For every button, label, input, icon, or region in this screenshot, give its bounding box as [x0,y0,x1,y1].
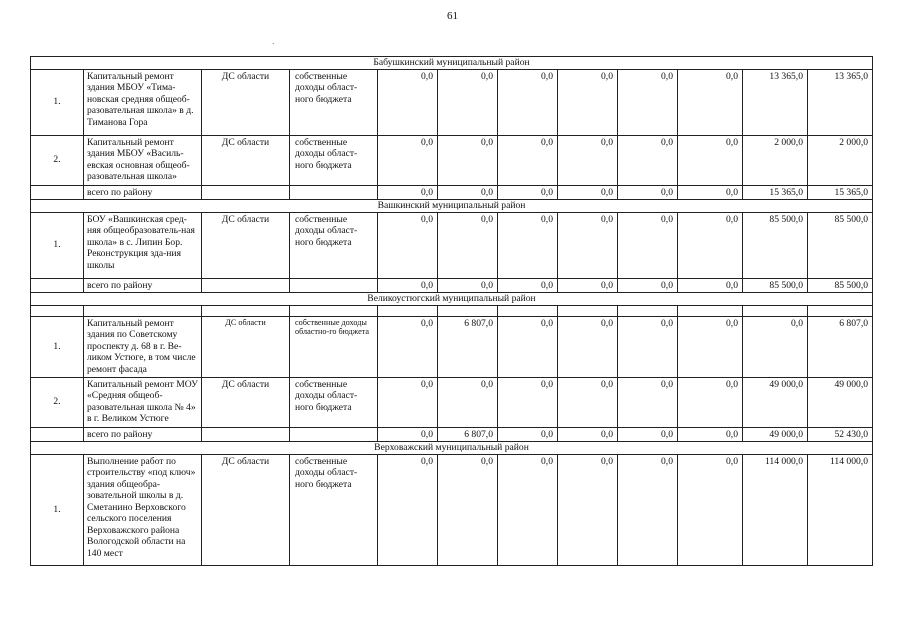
total-empty-cell [31,185,84,200]
total-row [31,185,873,200]
district-header-row [31,200,873,213]
total-amount-cell: 0,0 [438,278,498,293]
district-header-row [31,293,873,306]
total-amount-cell: 0,0 [378,278,438,293]
object-name: Капитальный ремонт здания МБОУ «Василь-евская основная общеоб-разовательная школа» [84,135,202,185]
amount-cell: 0,0 [498,377,558,427]
object-name: БОУ «Вашкинская сред-няя общеобразователь-ная школа» в с. Липин Бор. Реконструкция зда-ния школы [84,212,202,278]
budget-table-container [30,56,872,566]
amount-cell: 0,0 [498,316,558,377]
amount-cell: 0,0 [378,69,438,135]
amount-cell: 0,0 [438,454,498,565]
row-number: 1. [31,454,84,565]
amount-cell: 6 807,0 [438,316,498,377]
financing-type: собственные доходы област-ного бюджета [290,69,378,135]
row-number: 1. [31,212,84,278]
amount-cell: 13 365,0 [743,69,808,135]
total-label: всего по району [84,427,202,442]
funding-source: ДС области [202,454,290,565]
total-amount-cell: 6 807,0 [438,427,498,442]
amount-cell: 0,0 [678,316,743,377]
amount-cell: 0,0 [558,454,618,565]
total-amount-cell: 0,0 [558,427,618,442]
amount-cell: 0,0 [378,316,438,377]
financing-type: собственные доходы област-ного бюджета [290,377,378,427]
total-amount-cell: 0,0 [618,185,678,200]
amount-cell: 114 000,0 [808,454,873,565]
amount-cell: 0,0 [498,69,558,135]
table-body [31,57,873,566]
total-amount-cell: 0,0 [498,427,558,442]
table-row [31,377,873,427]
total-label: всего по району [84,185,202,200]
amount-cell: 6 807,0 [808,316,873,377]
budget-table [30,56,873,566]
funding-source: ДС области [202,316,290,377]
amount-cell: 13 365,0 [808,69,873,135]
object-name: Капитальный ремонт МОУ «Средняя общеоб-разовательная школа № 4» в г. Великом Устюге [84,377,202,427]
total-amount-cell: 0,0 [678,278,743,293]
total-empty-cell [290,427,378,442]
scan-mark: . [272,36,275,47]
amount-cell: 114 000,0 [743,454,808,565]
total-amount-cell: 0,0 [678,185,743,200]
object-name: Капитальный ремонт здания по Советскому проспекту д. 68 в г. Ве-ликом Устюге, в том числе ремонт фасада [84,316,202,377]
total-row [31,278,873,293]
amount-cell: 0,0 [438,212,498,278]
amount-cell: 0,0 [678,377,743,427]
funding-source: ДС области [202,377,290,427]
amount-cell: 0,0 [618,135,678,185]
spacer-cell [84,305,202,316]
amount-cell: 0,0 [618,212,678,278]
total-amount-cell: 0,0 [498,278,558,293]
financing-type: собственные доходы областно-го бюджета [290,316,378,377]
amount-cell: 0,0 [618,316,678,377]
amount-cell: 0,0 [438,69,498,135]
total-label: всего по району [84,278,202,293]
spacer-cell [438,305,498,316]
amount-cell: 0,0 [618,377,678,427]
total-empty-cell [290,185,378,200]
total-empty-cell [202,185,290,200]
amount-cell: 49 000,0 [743,377,808,427]
amount-cell: 85 500,0 [743,212,808,278]
row-number: 2. [31,377,84,427]
total-amount-cell: 52 430,0 [808,427,873,442]
amount-cell: 2 000,0 [808,135,873,185]
total-amount-cell: 0,0 [678,427,743,442]
amount-cell: 0,0 [743,316,808,377]
total-amount-cell: 85 500,0 [743,278,808,293]
page-number: 61 [447,10,458,22]
amount-cell: 49 000,0 [808,377,873,427]
table-row [31,69,873,135]
spacer-cell [678,305,743,316]
spacer-row [31,305,873,316]
table-row [31,135,873,185]
amount-cell: 0,0 [558,69,618,135]
total-row [31,427,873,442]
amount-cell: 2 000,0 [743,135,808,185]
total-amount-cell: 0,0 [558,278,618,293]
spacer-cell [290,305,378,316]
amount-cell: 0,0 [498,454,558,565]
spacer-cell [618,305,678,316]
total-amount-cell: 0,0 [378,427,438,442]
amount-cell: 0,0 [498,212,558,278]
district-name: Верховажский муниципальный район [31,442,873,455]
table-row [31,454,873,565]
amount-cell: 0,0 [438,135,498,185]
total-amount-cell: 0,0 [618,278,678,293]
district-name: Великоустюгский муниципальный район [31,293,873,306]
table-row [31,316,873,377]
amount-cell: 0,0 [438,377,498,427]
amount-cell: 0,0 [618,69,678,135]
amount-cell: 0,0 [558,212,618,278]
total-amount-cell: 15 365,0 [743,185,808,200]
financing-type: собственные доходы област-ного бюджета [290,135,378,185]
amount-cell: 0,0 [618,454,678,565]
spacer-cell [558,305,618,316]
total-amount-cell: 0,0 [618,427,678,442]
spacer-cell [31,305,84,316]
total-empty-cell [31,427,84,442]
funding-source: ДС области [202,135,290,185]
amount-cell: 0,0 [678,135,743,185]
total-amount-cell: 0,0 [558,185,618,200]
amount-cell: 0,0 [678,454,743,565]
row-number: 1. [31,69,84,135]
amount-cell: 0,0 [498,135,558,185]
total-amount-cell: 15 365,0 [808,185,873,200]
amount-cell: 85 500,0 [808,212,873,278]
total-amount-cell: 85 500,0 [808,278,873,293]
spacer-cell [498,305,558,316]
total-amount-cell: 0,0 [378,185,438,200]
total-amount-cell: 0,0 [438,185,498,200]
district-header-row [31,57,873,70]
object-name: Выполнение работ по строительству «под ключ» здания общеобра-зовательной школы в д. Сметанино Верховского сельского поселения Верховажского района Вологодской области на 140 мест [84,454,202,565]
amount-cell: 0,0 [378,377,438,427]
amount-cell: 0,0 [558,135,618,185]
total-amount-cell: 0,0 [498,185,558,200]
amount-cell: 0,0 [558,377,618,427]
spacer-cell [378,305,438,316]
total-amount-cell: 49 000,0 [743,427,808,442]
amount-cell: 0,0 [558,316,618,377]
amount-cell: 0,0 [378,212,438,278]
amount-cell: 0,0 [378,454,438,565]
spacer-cell [743,305,808,316]
total-empty-cell [31,278,84,293]
table-row [31,212,873,278]
amount-cell: 0,0 [678,212,743,278]
spacer-cell [202,305,290,316]
spacer-cell [808,305,873,316]
amount-cell: 0,0 [378,135,438,185]
amount-cell: 0,0 [678,69,743,135]
row-number: 1. [31,316,84,377]
funding-source: ДС области [202,69,290,135]
total-empty-cell [290,278,378,293]
financing-type: собственные доходы област-ного бюджета [290,212,378,278]
object-name: Капитальный ремонт здания МБОУ «Тима-новская средняя общеоб-разовательная школа» в д. Тиманова Гора [84,69,202,135]
district-name: Вашкинский муниципальный район [31,200,873,213]
total-empty-cell [202,278,290,293]
funding-source: ДС области [202,212,290,278]
row-number: 2. [31,135,84,185]
financing-type: собственные доходы област-ного бюджета [290,454,378,565]
total-empty-cell [202,427,290,442]
district-name: Бабушкинский муниципальный район [31,57,873,70]
district-header-row [31,442,873,455]
